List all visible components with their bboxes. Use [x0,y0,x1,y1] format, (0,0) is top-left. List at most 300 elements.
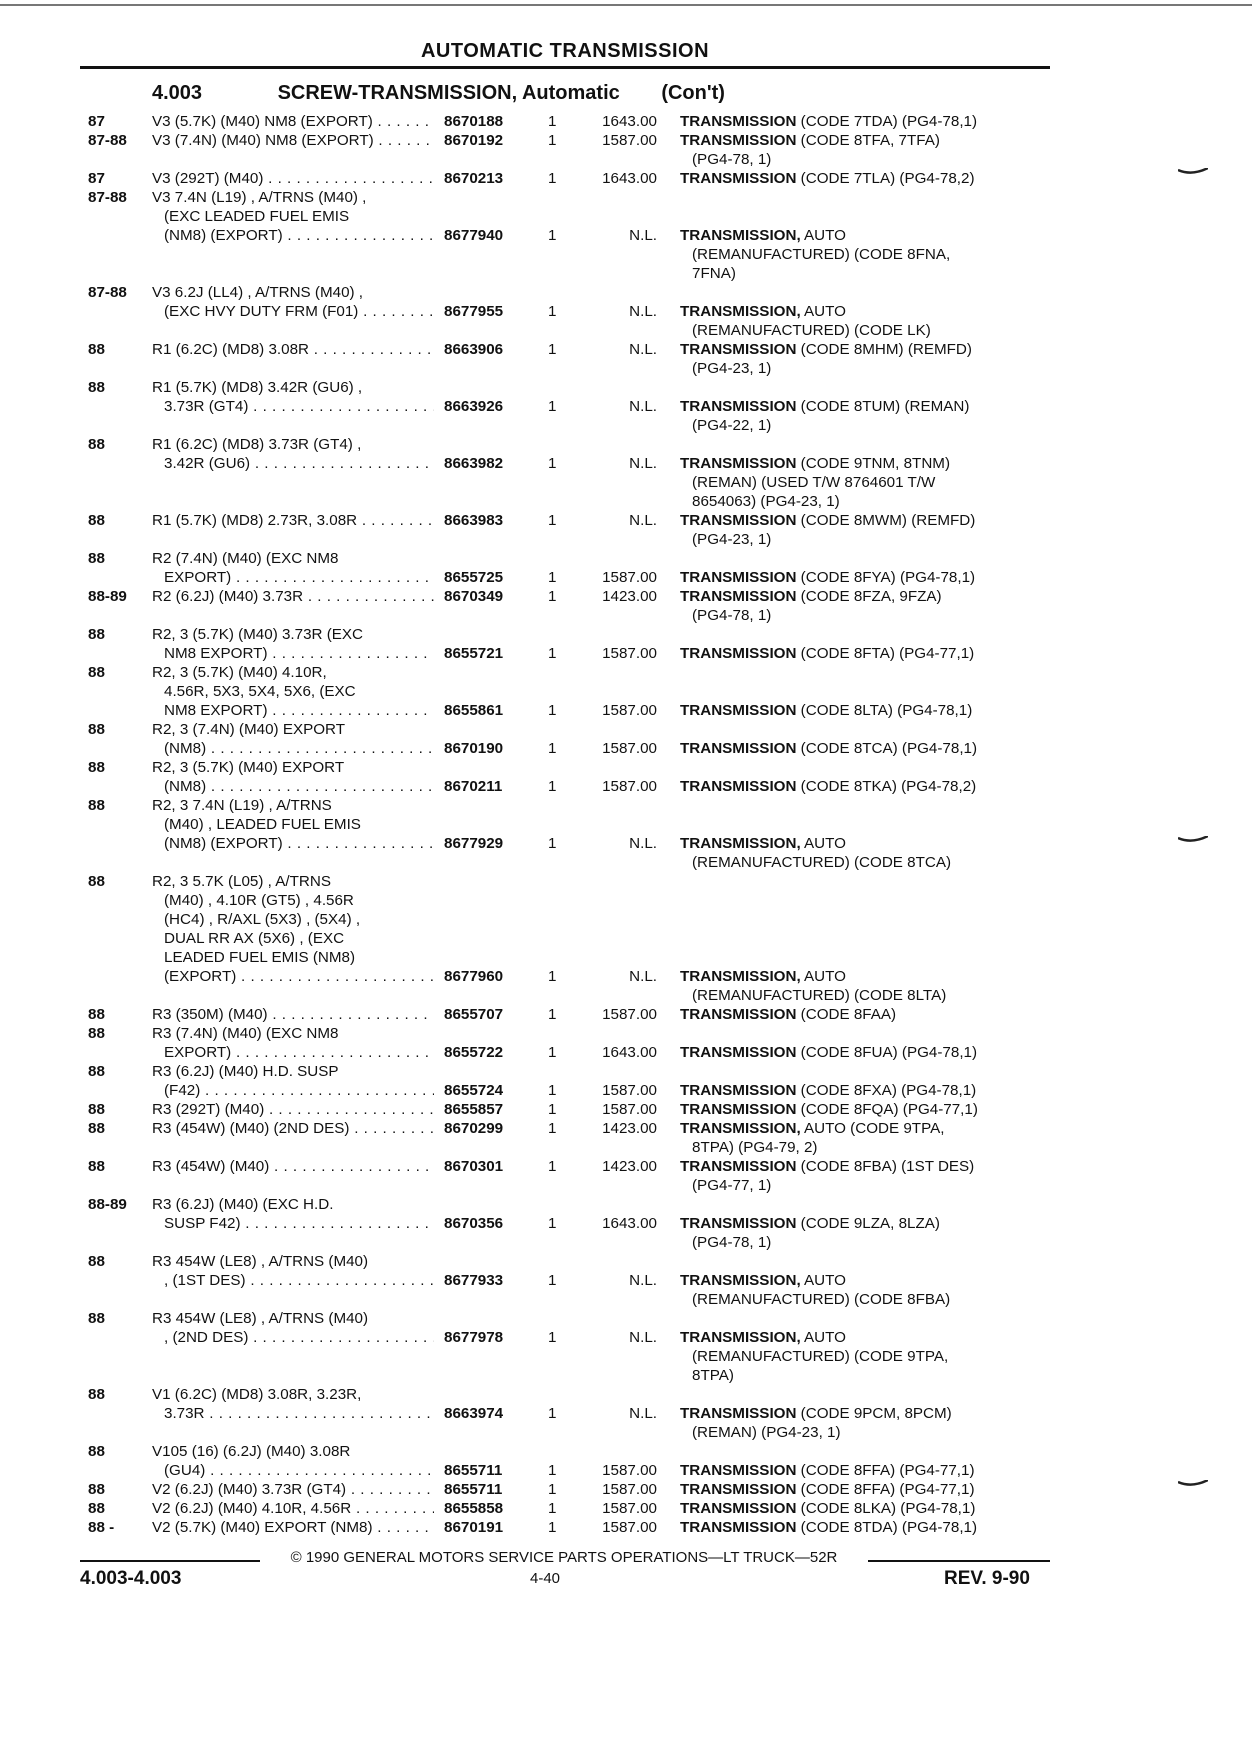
quantity: 1 [548,1006,557,1023]
quantity: 1 [548,968,557,985]
part-name [680,226,1052,283]
part-name [680,834,1052,872]
model-year: 88 [88,379,105,396]
part-name-line: 7FNA) [692,265,736,282]
application-description [152,796,434,853]
description-line: (NM8) (EXPORT) . . . [152,226,434,245]
part-name-line: TRANSMISSION (CODE 7TLA) (PG4-78,2) [680,170,975,187]
table-row [0,758,1252,796]
part-name-line: TRANSMISSION (CODE 8FFA) (PG4-77,1) [680,1462,975,1479]
model-year: 87 [88,113,105,130]
application-description [152,1119,434,1138]
price: N.L. [629,1272,657,1289]
quantity: 1 [548,227,557,244]
model-year: 88 [88,1063,105,1080]
model-year: 88 [88,1500,105,1517]
part-name-line: TRANSMISSION (CODE 8FTA) (PG4-77,1) [680,645,975,662]
part-number: 8663983 [444,512,504,529]
table-row [0,796,1252,872]
part-name [680,1214,1052,1252]
part-name-line: TRANSMISSION, AUTO [680,303,846,320]
description-line: (M40) , LEADED FUEL EMIS [164,816,361,833]
part-name-line: (REMANUFACTURED) (CODE 8FNA, [692,246,951,263]
quantity: 1 [548,1158,557,1175]
application-description [152,1252,434,1290]
description-line: (NM8) (EXPORT) . . . [152,834,434,853]
model-year: 88 [88,1443,105,1460]
part-name-line: TRANSMISSION, AUTO [680,1272,846,1289]
description-line: (EXC LEADED FUEL EMIS [164,208,350,225]
part-number: 8655711 [444,1481,503,1498]
quantity: 1 [548,1272,557,1289]
description-line: R2 (6.2J) (M40) 3.73R . . . [152,587,434,606]
price: N.L. [629,835,657,852]
model-year: 87-88 [88,132,127,149]
application-description [152,112,434,131]
table-row [0,511,1252,549]
part-name-line: TRANSMISSION (CODE 9LZA, 8LZA) [680,1215,940,1232]
part-number: 8670211 [444,778,503,795]
description-line: R3 454W (LE8) , A/TRNS (M40) [152,1253,369,1270]
model-year: 88 [88,1253,105,1270]
section-title: SCREW-TRANSMISSION, Automatic [277,82,620,104]
description-line: V105 (16) (6.2J) (M40) 3.08R [152,1443,351,1460]
part-number: 8677955 [444,303,504,320]
quantity: 1 [548,1215,557,1232]
application-description [152,872,434,986]
model-year: 88 [88,721,105,738]
part-name [680,397,1052,435]
model-year: 88 [88,1120,105,1137]
top-edge-line [0,4,1252,6]
application-description [152,1385,434,1423]
part-name [680,302,1052,340]
table-row [0,549,1252,587]
description-line: EXPORT) . . . [152,1043,434,1062]
description-line: R3 (6.2J) (M40) H.D. SUSP [152,1063,339,1080]
part-name-line: TRANSMISSION (CODE 8TKA) (PG4-78,2) [680,778,977,795]
part-name [680,701,1052,720]
quantity: 1 [548,1462,557,1479]
model-year: 88 [88,759,105,776]
description-line: V2 (5.7K) (M40) EXPORT (NM8) . . . [152,1518,434,1537]
header-rule [80,66,1050,69]
quantity: 1 [548,835,557,852]
application-description [152,511,434,530]
part-name [680,454,1052,511]
model-year: 88 [88,873,105,890]
description-line: R1 (5.7K) (MD8) 3.42R (GU6) , [152,379,363,396]
description-line: R3 (454W) (M40) . . . [152,1157,434,1176]
price: 1643.00 [602,1044,657,1061]
description-line: R1 (6.2C) (MD8) 3.73R (GT4) , [152,436,362,453]
application-description [152,720,434,758]
table-row [0,1005,1252,1024]
table-row [0,625,1252,663]
price: N.L. [629,968,657,985]
part-number: 8655711 [444,1462,503,1479]
part-name-line: (PG4-23, 1) [692,360,772,377]
table-row [0,283,1252,340]
part-name-line: (REMAN) (PG4-23, 1) [692,1424,841,1441]
description-line: 3.42R (GU6) . . . [152,454,434,473]
footer-range: 4.003-4.003 [80,1568,182,1589]
description-line: R1 (5.7K) (MD8) 2.73R, 3.08R . . . [152,511,434,530]
price: 1587.00 [602,569,657,586]
part-name-line: TRANSMISSION (CODE 8TUM) (REMAN) [680,398,970,415]
model-year: 88-89 [88,1196,127,1213]
part-number: 8663974 [444,1405,504,1422]
model-year: 88 [88,626,105,643]
description-line: R3 (292T) (M40) . . . [152,1100,434,1119]
quantity: 1 [548,132,557,149]
application-description [152,1100,434,1119]
model-year: 88 [88,664,105,681]
description-line: V1 (6.2C) (MD8) 3.08R, 3.23R, [152,1386,362,1403]
price: N.L. [629,227,657,244]
part-name-line: TRANSMISSION (CODE 9PCM, 8PCM) [680,1405,952,1422]
description-line: 3.73R (GT4) . . . [152,397,434,416]
part-name [680,1119,1052,1157]
part-name-line: TRANSMISSION (CODE 7TDA) (PG4-78,1) [680,113,978,130]
section-heading [152,82,725,105]
price: 1423.00 [602,588,657,605]
price: N.L. [629,1405,657,1422]
model-year: 88 [88,1025,105,1042]
part-number: 8677929 [444,835,504,852]
table-row [0,1385,1252,1442]
price: N.L. [629,398,657,415]
table-row [0,872,1252,1005]
description-line: DUAL RR AX (5X6) , (EXC [164,930,345,947]
part-name-line: TRANSMISSION (CODE 8FFA) (PG4-77,1) [680,1481,975,1498]
price: 1587.00 [602,645,657,662]
part-name-line: TRANSMISSION, AUTO [680,227,846,244]
part-name-line: (REMAN) (USED T/W 8764601 T/W [692,474,936,491]
application-description [152,131,434,150]
quantity: 1 [548,1519,557,1536]
description-line: LEADED FUEL EMIS (NM8) [164,949,356,966]
page-header: AUTOMATIC TRANSMISSION [420,40,710,62]
application-description [152,435,434,473]
description-line: R2, 3 (5.7K) (M40) 4.10R, [152,664,327,681]
table-row [0,1062,1252,1100]
table-row [0,340,1252,378]
description-line: R2, 3 (5.7K) (M40) 3.73R (EXC [152,626,364,643]
part-name-line: (REMANUFACTURED) (CODE LK) [692,322,931,339]
part-number: 8655858 [444,1500,504,1517]
table-row [0,131,1252,169]
application-description [152,1062,434,1100]
part-number: 8655725 [444,569,504,586]
description-line: R3 (7.4N) (M40) (EXC NM8 [152,1025,339,1042]
quantity: 1 [548,1481,557,1498]
price: 1423.00 [602,1158,657,1175]
description-line: (EXC HVY DUTY FRM (F01) . . . [152,302,434,321]
description-line: (M40) , 4.10R (GT5) , 4.56R [164,892,354,909]
application-description [152,1195,434,1233]
quantity: 1 [548,303,557,320]
part-name-line: TRANSMISSION (CODE 8FZA, 9FZA) [680,588,942,605]
part-name [680,112,1052,131]
table-row [0,1024,1252,1062]
part-number: 8655857 [444,1101,504,1118]
description-line: (HC4) , R/AXL (5X3) , (5X4) , [164,911,361,928]
part-name-line: 8654063) (PG4-23, 1) [692,493,840,510]
quantity: 1 [548,1082,557,1099]
part-name-line: TRANSMISSION (CODE 8MHM) (REMFD) [680,341,972,358]
price: 1643.00 [602,1215,657,1232]
price: 1587.00 [602,1481,657,1498]
quantity: 1 [548,740,557,757]
table-row [0,1195,1252,1252]
part-name-line: TRANSMISSION (CODE 8FUA) (PG4-78,1) [680,1044,978,1061]
part-name-line: TRANSMISSION, AUTO [680,1329,846,1346]
table-row [0,1157,1252,1195]
quantity: 1 [548,588,557,605]
part-number: 8670192 [444,132,504,149]
part-name [680,131,1052,169]
part-name [680,1461,1052,1480]
parts-table [0,112,1252,1537]
part-name-line: TRANSMISSION (CODE 9TNM, 8TNM) [680,455,951,472]
part-name-line: (REMANUFACTURED) (CODE 8LTA) [692,987,947,1004]
description-line: V2 (6.2J) (M40) 3.73R (GT4) . . . [152,1480,434,1499]
part-name [680,1081,1052,1100]
model-year: 87 [88,170,105,187]
part-name-line: TRANSMISSION (CODE 8MWM) (REMFD) [680,512,976,529]
part-number: 8655861 [444,702,504,719]
model-year: 88 - [88,1519,115,1536]
part-name-line: (PG4-78, 1) [692,607,772,624]
application-description [152,1309,434,1347]
footer-revision: REV. 9-90 [944,1568,1030,1589]
application-description [152,340,434,359]
description-line: R2, 3 5.7K (L05) , A/TRNS [152,873,331,890]
price: 1423.00 [602,1120,657,1137]
part-number: 8677978 [444,1329,504,1346]
quantity: 1 [548,455,557,472]
application-description [152,1518,434,1537]
part-number: 8670213 [444,170,504,187]
application-description [152,1499,434,1518]
part-name-line: TRANSMISSION (CODE 8FYA) (PG4-78,1) [680,569,976,586]
table-row [0,1119,1252,1157]
quantity: 1 [548,512,557,529]
part-name [680,1328,1052,1385]
application-description [152,1024,434,1062]
description-line: V2 (6.2J) (M40) 4.10R, 4.56R . . . [152,1499,434,1518]
quantity: 1 [548,569,557,586]
part-name [680,1404,1052,1442]
quantity: 1 [548,1500,557,1517]
description-line: R1 (6.2C) (MD8) 3.08R . . . [152,340,434,359]
description-line: (EXPORT) . . . [152,967,434,986]
part-name [680,967,1052,1005]
part-name [680,739,1052,758]
part-number: 8670191 [444,1519,504,1536]
table-row [0,1442,1252,1480]
description-line: , (2ND DES) . . . [152,1328,434,1347]
part-name-line: (REMANUFACTURED) (CODE 8TCA) [692,854,952,871]
part-name-line: 8TPA) [692,1367,734,1384]
part-name [680,169,1052,188]
part-name-line: (PG4-78, 1) [692,151,772,168]
part-number: 8670349 [444,588,504,605]
table-row [0,435,1252,511]
part-number: 8677960 [444,968,504,985]
description-line: R2, 3 (5.7K) (M40) EXPORT [152,759,345,776]
price: 1643.00 [602,170,657,187]
description-line: R3 (454W) (M40) (2ND DES) . . . [152,1119,434,1138]
part-number: 8655721 [444,645,504,662]
table-row [0,1309,1252,1385]
footer-copyright: © 1990 GENERAL MOTORS SERVICE PARTS OPERATIONS—LT TRUCK—52R [290,1549,838,1566]
price: 1643.00 [602,113,657,130]
part-name [680,1499,1052,1518]
part-name-line: TRANSMISSION (CODE 8FXA) (PG4-78,1) [680,1082,977,1099]
price: 1587.00 [602,702,657,719]
part-name-line: (PG4-23, 1) [692,531,772,548]
description-line: , (1ST DES) . . . [152,1271,434,1290]
model-year: 88 [88,1006,105,1023]
model-year: 88 [88,797,105,814]
price: 1587.00 [602,778,657,795]
part-number: 8655722 [444,1044,504,1061]
description-line: (F42) . . . [152,1081,434,1100]
model-year: 87-88 [88,284,127,301]
part-number: 8663926 [444,398,504,415]
part-name [680,1005,1052,1024]
part-number: 8670188 [444,113,504,130]
quantity: 1 [548,778,557,795]
model-year: 88 [88,1101,105,1118]
application-description [152,1480,434,1499]
part-number: 8655724 [444,1082,504,1099]
table-row [0,112,1252,131]
description-line: 3.73R . . . [152,1404,434,1423]
quantity: 1 [548,1044,557,1061]
footer-rule-right [868,1560,1050,1562]
part-name-line: TRANSMISSION (CODE 8TFA, 7TFA) [680,132,940,149]
description-line: V3 (292T) (M40) . . . [152,169,434,188]
table-row [0,188,1252,283]
part-name-line: (PG4-22, 1) [692,417,772,434]
description-line: V3 6.2J (LL4) , A/TRNS (M40) , [152,284,364,301]
part-name-line: TRANSMISSION (CODE 8TDA) (PG4-78,1) [680,1519,978,1536]
price: N.L. [629,341,657,358]
footer-rule-left [80,1560,260,1562]
description-line: V3 (5.7K) (M40) NM8 (EXPORT) . . . [152,112,434,131]
section-code: 4.003 [152,82,203,104]
description-line: V3 (7.4N) (M40) NM8 (EXPORT) . . . [152,131,434,150]
quantity: 1 [548,1405,557,1422]
quantity: 1 [548,702,557,719]
table-row [0,663,1252,720]
table-row [0,378,1252,435]
part-name-line: TRANSMISSION (CODE 8FBA) (1ST DES) [680,1158,975,1175]
table-row [0,1480,1252,1499]
model-year: 88 [88,1310,105,1327]
model-year: 88 [88,1158,105,1175]
part-number: 8663906 [444,341,504,358]
part-number: 8670299 [444,1120,504,1137]
application-description [152,1157,434,1176]
price: 1587.00 [602,1101,657,1118]
model-year: 88 [88,1481,105,1498]
part-name-line: TRANSMISSION (CODE 8FAA) [680,1006,897,1023]
part-name-line: (PG4-78, 1) [692,1234,772,1251]
margin-mark [1178,168,1208,176]
model-year: 88 [88,550,105,567]
quantity: 1 [548,1101,557,1118]
price: N.L. [629,1329,657,1346]
part-name-line: (PG4-77, 1) [692,1177,772,1194]
application-description [152,1005,434,1024]
description-line: 4.56R, 5X3, 5X4, 5X6, (EXC [164,683,356,700]
description-line: R2 (7.4N) (M40) (EXC NM8 [152,550,339,567]
price: 1587.00 [602,740,657,757]
part-name-line: (REMANUFACTURED) (CODE 8FBA) [692,1291,951,1308]
part-number: 8670356 [444,1215,504,1232]
quantity: 1 [548,645,557,662]
model-year: 88 [88,1386,105,1403]
description-line: (NM8) . . . [152,739,434,758]
section-suffix: (Con't) [661,82,725,104]
description-line: SUSP F42) . . . [152,1214,434,1233]
description-line: (GU4) . . . [152,1461,434,1480]
quantity: 1 [548,113,557,130]
model-year: 88 [88,436,105,453]
part-name-line: TRANSMISSION (CODE 8FQA) (PG4-77,1) [680,1101,978,1118]
part-name [680,1480,1052,1499]
description-line: R2, 3 7.4N (L19) , A/TRNS [152,797,332,814]
description-line: NM8 EXPORT) . . . [152,644,434,663]
price: N.L. [629,512,657,529]
application-description [152,1442,434,1480]
quantity: 1 [548,170,557,187]
application-description [152,378,434,416]
table-row [0,1518,1252,1537]
description-line: (NM8) . . . [152,777,434,796]
margin-mark [1178,1480,1208,1488]
part-name-line: TRANSMISSION (CODE 8LTA) (PG4-78,1) [680,702,973,719]
part-name [680,1100,1052,1119]
price: N.L. [629,455,657,472]
part-number: 8677940 [444,227,504,244]
footer-page-number: 4-40 [530,1570,561,1587]
part-name [680,568,1052,587]
table-row [0,1499,1252,1518]
description-line: R3 (6.2J) (M40) (EXC H.D. [152,1196,334,1213]
price: 1587.00 [602,132,657,149]
quantity: 1 [548,341,557,358]
part-name [680,777,1052,796]
table-row [0,1100,1252,1119]
part-name-line: TRANSMISSION, AUTO [680,835,846,852]
part-name [680,1271,1052,1309]
price: 1587.00 [602,1462,657,1479]
price: 1587.00 [602,1082,657,1099]
part-name-line: TRANSMISSION (CODE 8TCA) (PG4-78,1) [680,740,978,757]
application-description [152,663,434,720]
application-description [152,188,434,245]
part-number: 8670301 [444,1158,504,1175]
table-row [0,1252,1252,1309]
part-name [680,340,1052,378]
price: 1587.00 [602,1519,657,1536]
part-number: 8663982 [444,455,504,472]
